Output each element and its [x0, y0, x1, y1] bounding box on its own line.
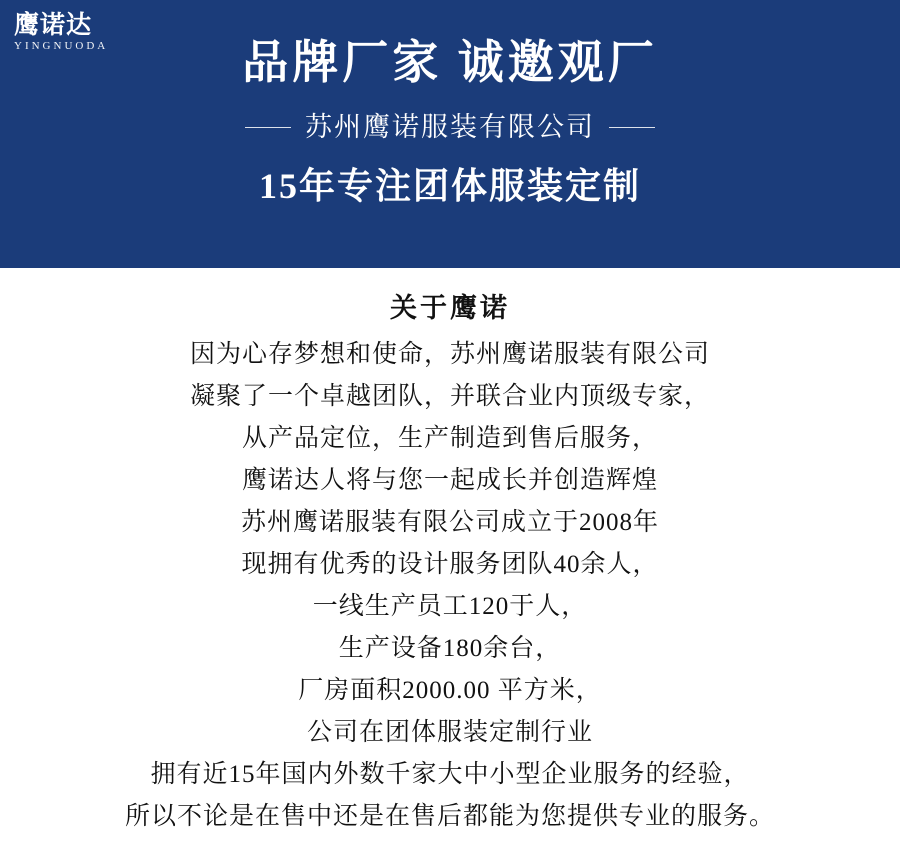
- banner-text-block: [130, 34, 770, 208]
- about-line: 生产设备180余台，: [338, 635, 562, 662]
- about-line: 厂房面积2000.00 平方米，: [298, 677, 602, 704]
- banner-headline: 品牌厂家 诚邀观厂: [242, 37, 658, 88]
- about-line: 凝聚了一个卓越团队，并联合业内顶级专家，: [189, 383, 710, 410]
- about-line: 鹰诺达人将与您一起成长并创造辉煌: [241, 467, 658, 494]
- about-line: 所以不论是在售中还是在售后都能为您提供专业的服务。: [124, 803, 775, 830]
- about-paragraph: [0, 334, 900, 838]
- about-line: 现拥有优秀的设计服务团队40余人，: [241, 551, 659, 578]
- divider-left: [245, 127, 291, 128]
- hero-banner: [0, 0, 900, 268]
- banner-subline-row: [130, 110, 770, 144]
- brand-logo-sub-text: YINGNUODA: [14, 40, 109, 52]
- about-line: 从产品定位，生产制造到售后服务，: [241, 425, 658, 452]
- about-line: 一线生产员工120于人，: [312, 593, 588, 620]
- about-line: 苏州鹰诺服装有限公司成立于2008年: [240, 509, 659, 536]
- about-line: 因为心存梦想和使命，苏州鹰诺服装有限公司: [189, 341, 710, 368]
- about-line: 公司在团体服装定制行业: [306, 719, 593, 746]
- brand-logo: [14, 12, 124, 64]
- brand-logo-main-text: 鹰诺达: [14, 12, 93, 39]
- about-line: 拥有近15年国内外数千家大中小型企业服务的经验，: [150, 761, 750, 788]
- about-title: 关于鹰诺: [390, 293, 510, 323]
- divider-right: [609, 127, 655, 128]
- banner-subline: 苏州鹰诺服装有限公司: [305, 112, 595, 142]
- about-section: [0, 268, 900, 838]
- banner-tagline: 15年专注团体服装定制: [258, 166, 641, 206]
